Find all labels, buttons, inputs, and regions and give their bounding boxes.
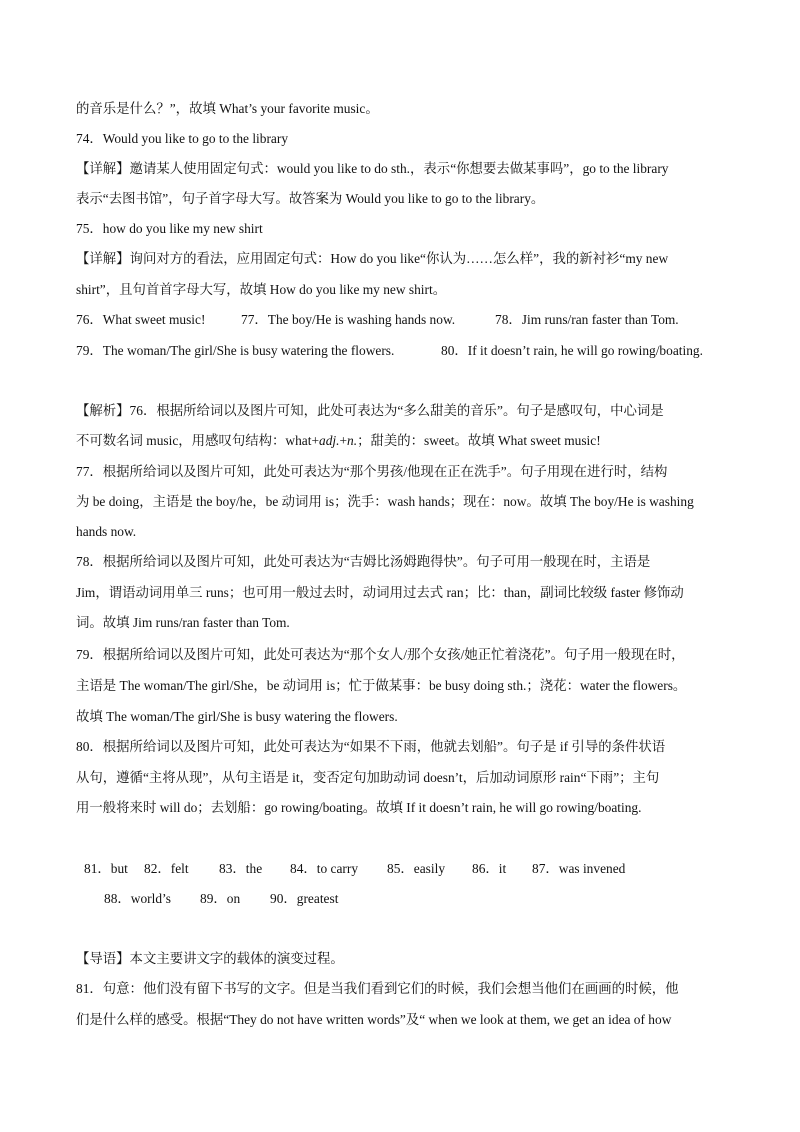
analysis-76-line-1: 【解析】76．根据所给词以及图片可知，此处可表达为“多么甜美的音乐”。句子是感叹句，中心词是 — [76, 403, 664, 418]
explanation-75-line-1: 【详解】询问对方的看法，应用固定句式：How do you like“你认为……怎么样”，我的新衬衫“my new — [76, 251, 669, 266]
analysis-76-plus: + — [339, 433, 348, 448]
analysis-76-tail: ；甜美的：sweet。故填 What sweet music! — [357, 433, 601, 448]
answers-81-87 — [84, 860, 730, 878]
answer-80: 80．If it doesn’t rain, he will go rowing/boating. — [441, 343, 703, 358]
passage-intro: 【导语】本文主要讲文字的载体的演变过程。 — [76, 951, 344, 966]
analysis-79-line-3: 故填 The woman/The girl/She is busy watering the flowers. — [76, 709, 398, 724]
analysis-80-line-1: 80．根据所给词以及图片可知，此处可表达为“如果不下雨，他就去划船”。句子是 if 引导的条件状语 — [76, 739, 666, 754]
analysis-76-text: 不可数名词 music，用感叹句结构：what+ — [76, 433, 319, 448]
analysis-80-line-3: 用一般将来时 will do；去划船：go rowing/boating。故填 If it doesn’t rain, he will go rowing/boating. — [76, 800, 642, 815]
answer-89: 89．on — [200, 891, 241, 906]
analysis-79-line-2: 主语是 The woman/The girl/She，be 动词用 is；忙于做某事：be busy doing sth.；浇花：water the flowers。 — [76, 678, 687, 693]
answer-81: 81．but — [84, 861, 128, 876]
answer-74: 74．Would you like to go to the library — [76, 131, 289, 146]
analysis-77-line-3: hands now. — [76, 524, 137, 539]
text-line: 的音乐是什么？”，故填 What’s your favorite music。 — [76, 101, 379, 116]
answer-85: 85．easily — [387, 861, 446, 876]
answer-79: 79．The woman/The girl/She is busy watering the flowers. — [76, 343, 395, 358]
answers-76-78 — [76, 311, 730, 329]
answer-78: 78．Jim runs/ran faster than Tom. — [495, 312, 679, 327]
answer-82: 82．felt — [144, 861, 189, 876]
analysis-76-line-2 — [76, 432, 730, 450]
analysis-78-line-2: Jim，谓语动词用单三 runs；也可用一般过去时，动词用过去式 ran；比：than，副词比较级 faster 修饰动 — [76, 585, 684, 600]
analysis-80-line-2: 从句，遵循“主将从现”，从句主语是 it，变否定句加助动词 doesn’t，后加动词原形 rain“下雨”；主句 — [76, 770, 660, 785]
answer-88: 88．world’s — [104, 891, 171, 906]
explanation-74-line-2: 表示“去图书馆”，句子首字母大写。故答案为 Would you like to go to the library。 — [76, 191, 545, 206]
explanation-81-line-2: 们是什么样的感受。根据“They do not have written words”及“ when we look at them, we get an idea of how — [76, 1012, 672, 1027]
explanation-81-line-1: 81．句意：他们没有留下书写的文字。但是当我们看到它们的时候，我们会想当他们在画画的时候，他 — [76, 981, 679, 996]
answer-90: 90．greatest — [270, 891, 339, 906]
analysis-78-line-1: 78．根据所给词以及图片可知，此处可表达为“吉姆比汤姆跑得快”。句子可用一般现在时，主语是 — [76, 554, 651, 569]
explanation-74-line-1: 【详解】邀请某人使用固定句式：would you like to do sth.，表示“你想要去做某事吗”，go to the library — [76, 161, 669, 176]
answer-77: 77．The boy/He is washing hands now. — [241, 312, 456, 327]
answers-79-80 — [76, 342, 730, 360]
answer-84: 84．to carry — [290, 861, 359, 876]
analysis-76-adj: adj. — [319, 433, 340, 448]
answer-75: 75．how do you like my new shirt — [76, 221, 263, 236]
explanation-75-line-2: shirt”，且句首首字母大写，故填 How do you like my new shirt。 — [76, 282, 447, 297]
answer-76: 76．What sweet music! — [76, 312, 206, 327]
analysis-79-line-1: 79．根据所给词以及图片可知，此处可表达为“那个女人/那个女孩/她正忙着浇花”。句子用一般现在时， — [76, 647, 685, 662]
analysis-78-line-3: 词。故填 Jim runs/ran faster than Tom. — [76, 615, 290, 630]
answer-87: 87．was invened — [532, 861, 626, 876]
analysis-76-noun: n. — [347, 433, 358, 448]
analysis-77-line-1: 77．根据所给词以及图片可知，此处可表达为“那个男孩/他现在正在洗手”。句子用现在进行时，结构 — [76, 464, 668, 479]
analysis-77-line-2: 为 be doing，主语是 the boy/he，be 动词用 is；洗手：wash hands；现在：now。故填 The boy/He is washing — [76, 494, 694, 509]
answers-88-90 — [104, 890, 730, 908]
answer-83: 83．the — [219, 861, 263, 876]
answer-86: 86．it — [472, 861, 507, 876]
